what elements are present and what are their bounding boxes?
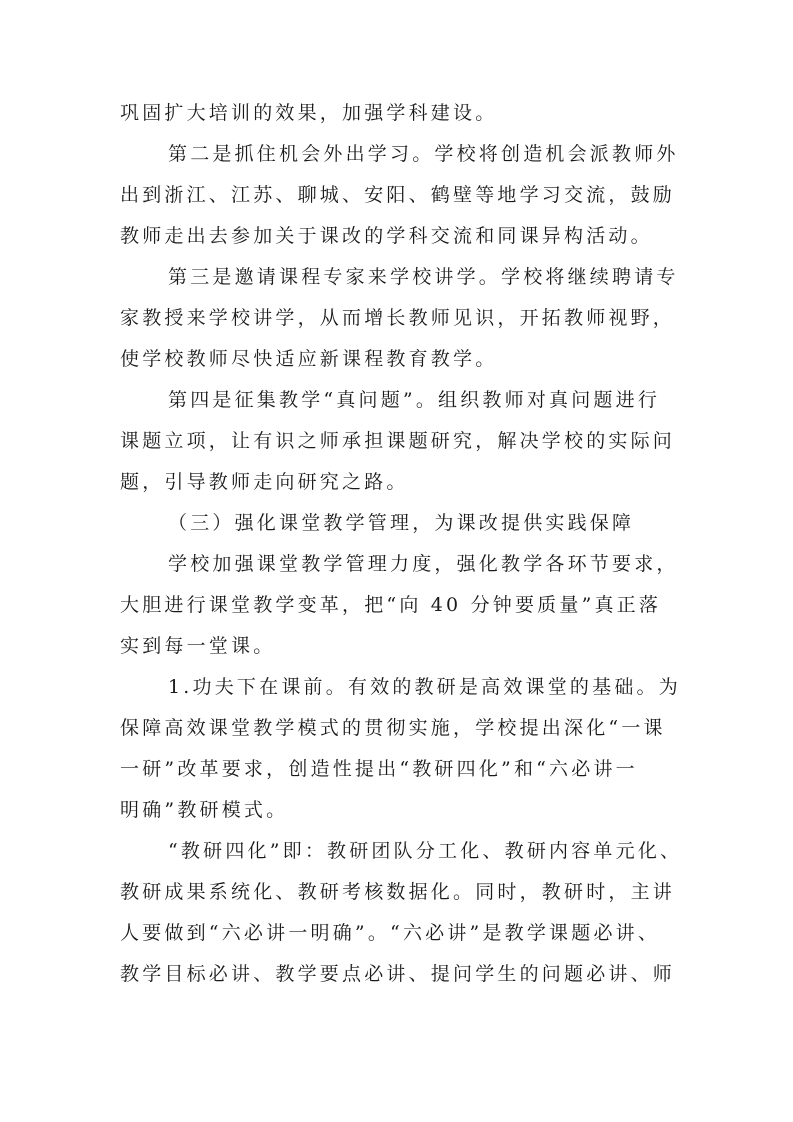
text-line: “教研四化”即：教研团队分工化、教研内容单元化、 — [168, 840, 683, 862]
paragraph-classroom — [120, 544, 679, 667]
text-line: 题，引导教师走向研究之路。 — [120, 471, 409, 493]
text-line: 1.功夫下在课前。有效的教研是高效课堂的基础。为 — [168, 676, 681, 698]
text-line: 学校加强课堂教学管理力度，强化教学各环节要求， — [168, 553, 679, 575]
text-line: 巩固扩大培训的效果，加强学科建设。 — [120, 102, 498, 124]
text-line: 第二是抓住机会外出学习。学校将创造机会派教师外 — [168, 143, 679, 165]
document-body — [120, 93, 683, 995]
text-line: 第三是邀请课程专家来学校讲学。学校将继续聘请专 — [168, 266, 679, 288]
text-line: 第四是征集教学“真问题”。组织教师对真问题进行 — [168, 389, 661, 411]
paragraph-experts — [120, 257, 679, 380]
text-line: 出到浙江、江苏、聊城、安阳、鹤壁等地学习交流，鼓励 — [120, 184, 676, 206]
text-line: 保障高效课堂教学模式的贯彻实施，学校提出深化“一课 — [120, 717, 666, 739]
text-line: 家教授来学校讲学，从而增长教师见识，开拓教师视野， — [120, 307, 676, 329]
text-line: 教研成果系统化、教研考核数据化。同时，教研时，主讲 — [120, 881, 676, 903]
paragraph-continuation — [120, 93, 676, 134]
text-line: 一研”改革要求，创造性提出“教研四化”和“六必讲一 — [120, 758, 638, 780]
text-line: 实到每一堂课。 — [120, 635, 276, 657]
paragraph-study-trips — [120, 134, 679, 257]
text-line: 教学目标必讲、教学要点必讲、提问学生的问题必讲、师 — [120, 963, 676, 985]
text-line: 明确”教研模式。 — [120, 799, 289, 821]
heading-line: （三）强化课堂教学管理，为课改提供实践保障 — [168, 512, 635, 534]
text-line: 课题立项，让有识之师承担课题研究，解决学校的实际问 — [120, 430, 676, 452]
paragraph-four-modernizations — [120, 831, 683, 995]
text-line: 大胆进行课堂教学变革，把“向 40 分钟要质量”真正落 — [120, 594, 662, 616]
section-heading — [120, 503, 676, 544]
text-line: 人要做到“六必讲一明确”。“六必讲”是教学课题必讲、 — [120, 922, 661, 944]
paragraph-real-problems — [120, 380, 676, 503]
text-line: 使学校教师尽快适应新课程教育教学。 — [120, 348, 498, 370]
text-line: 教师走出去参加关于课改的学科交流和同课异构活动。 — [120, 225, 653, 247]
paragraph-preparation — [120, 667, 681, 831]
